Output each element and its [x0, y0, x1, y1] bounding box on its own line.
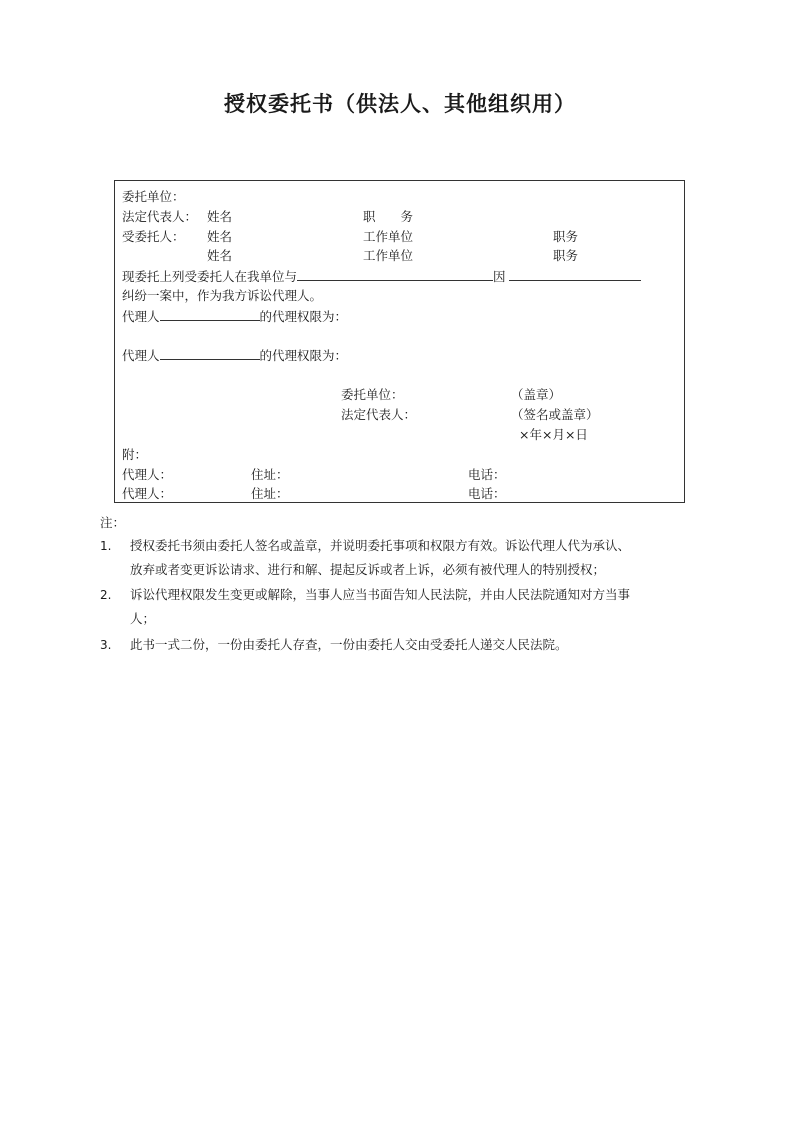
agent-person-label-2: 代理人 [122, 348, 160, 363]
sign-rep-label: 法定代表人： [341, 407, 417, 422]
appendix-label: 附： [122, 447, 148, 462]
sign-or-seal-label: （签名或盖章） [511, 407, 599, 422]
entrust-text-2: 纠纷一案中，作为我方诉讼代理人。 [122, 288, 323, 303]
appendix-agent1-address-label: 住址： [251, 467, 289, 482]
agent2-work-unit-label: 工作单位 [363, 248, 414, 263]
agent-1-blank[interactable] [160, 308, 260, 321]
agent2-name-label: 姓名 [207, 248, 233, 263]
because-label: 因 [493, 269, 506, 284]
appendix-agent2-address-label: 住址： [251, 486, 289, 501]
notes-label: 注： [100, 515, 126, 530]
sign-unit-label: 委托单位： [341, 387, 404, 402]
note-line: 诉讼代理权限发生变更或解除，当事人应当书面告知人民法院，并由人民法院通知对方当事 [130, 587, 631, 602]
note-text [130, 583, 710, 631]
note-line: 放弃或者变更诉讼请求、进行和解、提起反诉或者上诉，必须有被代理人的特别授权； [130, 562, 606, 577]
agent-authority-line-2 [122, 347, 347, 364]
legal-rep-position-label: 职 务 [363, 209, 414, 224]
note-text [130, 633, 710, 657]
agent1-work-unit-label: 工作单位 [363, 229, 414, 244]
note-number: 1. [100, 539, 112, 553]
note-text [130, 534, 710, 582]
appendix-agent1-label: 代理人： [122, 467, 173, 482]
agent-authority-line-1 [122, 308, 347, 325]
note-item [100, 534, 720, 582]
entrust-statement-line1 [122, 268, 641, 285]
legal-rep-label: 法定代表人： [122, 209, 198, 224]
appendix-agent2-label: 代理人： [122, 486, 173, 501]
note-item [100, 633, 720, 657]
legal-rep-name-label: 姓名 [207, 209, 233, 224]
document-title: 授权委托书（供法人、其他组织用） [224, 92, 576, 116]
date-label: ×年×月×日 [519, 427, 588, 442]
agent-person-label: 代理人 [122, 309, 160, 324]
agent-authority-label-2: 的代理权限为： [259, 348, 348, 363]
entrust-text-1: 现委托上列受委托人在我单位与 [122, 269, 298, 284]
opponent-blank[interactable] [297, 268, 493, 281]
agent-2-blank[interactable] [160, 347, 260, 360]
note-line: 人； [130, 611, 156, 626]
agent-authority-label: 的代理权限为： [259, 309, 348, 324]
agent1-name-label: 姓名 [207, 229, 233, 244]
entrust-unit-label: 委托单位： [122, 189, 185, 204]
note-number: 3. [100, 638, 112, 652]
agent1-position-label: 职务 [553, 229, 579, 244]
appendix-agent1-phone-label: 电话： [468, 467, 506, 482]
agent-label: 受委托人： [122, 229, 185, 244]
note-line: 此书一式二份，一份由委托人存查，一份由委托人交由受委托人递交人民法院。 [130, 637, 568, 652]
note-line: 授权委托书须由委托人签名或盖章，并说明委托事项和权限方有效。诉讼代理人代为承认、 [130, 538, 631, 553]
agent2-position-label: 职务 [553, 248, 579, 263]
authorization-form-box [114, 180, 685, 503]
appendix-agent2-phone-label: 电话： [468, 486, 506, 501]
seal-label: （盖章） [511, 387, 562, 402]
cause-blank[interactable] [509, 268, 641, 281]
note-number: 2. [100, 588, 112, 602]
note-item [100, 583, 720, 631]
